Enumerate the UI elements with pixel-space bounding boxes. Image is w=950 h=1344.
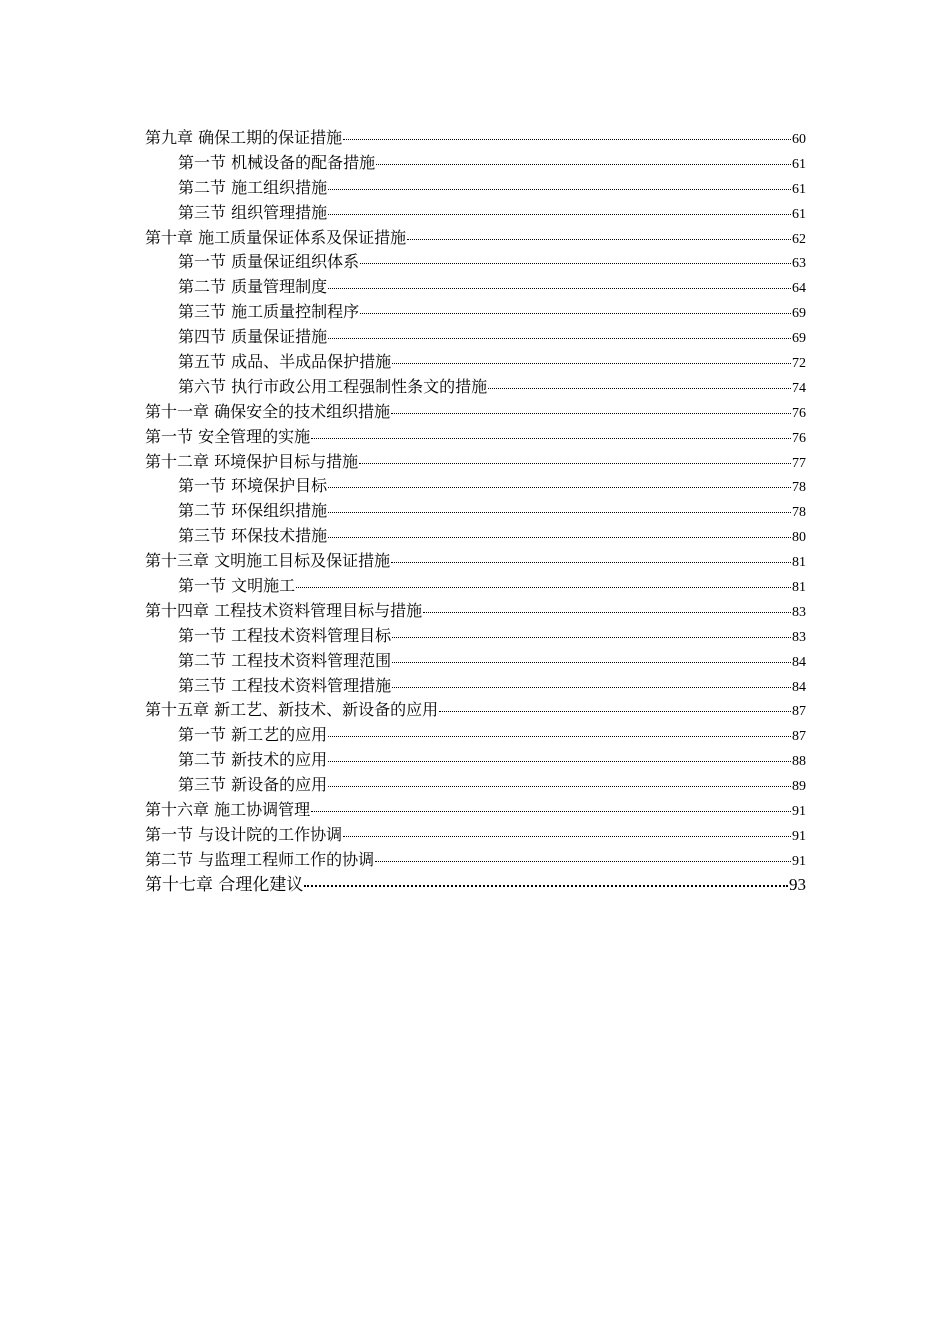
toc-entry-page-number: 76 xyxy=(792,405,806,421)
toc-dot-leader xyxy=(328,287,791,289)
toc-entry-title: 第十章 施工质量保证体系及保证措施 xyxy=(145,227,407,247)
toc-entry[interactable] xyxy=(145,624,806,649)
toc-entry[interactable] xyxy=(145,151,806,176)
toc-dot-leader xyxy=(392,362,791,364)
toc-entry-title: 第一节 文明施工 xyxy=(178,576,296,596)
toc-dot-leader xyxy=(359,462,791,464)
toc-dot-leader xyxy=(423,611,791,613)
toc-entry-title: 第二节 质量管理制度 xyxy=(178,277,328,297)
toc-entry-title: 第十五章 新工艺、新技术、新设备的应用 xyxy=(145,700,439,720)
toc-entry-page-number: 69 xyxy=(792,306,806,322)
toc-entry-title: 第一节 环境保护目标 xyxy=(178,476,328,496)
toc-entry-page-number: 61 xyxy=(792,206,806,222)
toc-entry-page-number: 93 xyxy=(789,874,806,894)
toc-entry[interactable] xyxy=(145,574,806,599)
toc-entry[interactable] xyxy=(145,400,806,425)
toc-dot-leader xyxy=(488,387,791,389)
toc-dot-leader xyxy=(376,163,791,165)
toc-dot-leader xyxy=(328,337,791,339)
toc-entry-title: 第十七章 合理化建议 xyxy=(145,874,304,895)
toc-entry-title: 第十四章 工程技术资料管理目标与措施 xyxy=(145,600,423,620)
toc-entry-title: 第五节 成品、半成品保护措施 xyxy=(178,352,392,372)
toc-entry-page-number: 78 xyxy=(792,480,806,496)
toc-entry-page-number: 84 xyxy=(792,679,806,695)
toc-dot-leader xyxy=(311,437,791,439)
toc-dot-leader xyxy=(328,735,791,737)
toc-entry-page-number: 74 xyxy=(792,380,806,396)
toc-entry[interactable] xyxy=(145,524,806,549)
toc-entry-page-number: 83 xyxy=(792,629,806,645)
toc-entry[interactable] xyxy=(145,176,806,201)
toc-entry[interactable] xyxy=(145,450,806,475)
toc-dot-leader xyxy=(328,213,791,215)
toc-dot-leader xyxy=(311,810,791,812)
toc-entry-title: 第十六章 施工协调管理 xyxy=(145,800,311,820)
toc-dot-leader xyxy=(343,138,791,140)
toc-entry[interactable] xyxy=(145,325,806,350)
toc-dot-leader xyxy=(328,760,791,762)
toc-entry-page-number: 76 xyxy=(792,430,806,446)
toc-entry-page-number: 62 xyxy=(792,231,806,247)
toc-entry-page-number: 61 xyxy=(792,156,806,172)
toc-entry-page-number: 80 xyxy=(792,530,806,546)
toc-entry[interactable] xyxy=(145,748,806,773)
toc-entry[interactable] xyxy=(145,201,806,226)
toc-entry-page-number: 69 xyxy=(792,331,806,347)
toc-dot-leader xyxy=(360,312,791,314)
toc-entry-title: 第一节 质量保证组织体系 xyxy=(178,252,360,272)
toc-entry[interactable] xyxy=(145,250,806,275)
toc-entry-title: 第九章 确保工期的保证措施 xyxy=(145,128,343,147)
toc-entry[interactable] xyxy=(145,126,806,151)
toc-dot-leader xyxy=(391,412,791,414)
toc-entry[interactable] xyxy=(145,375,806,400)
toc-entry-page-number: 63 xyxy=(792,256,806,272)
toc-entry-title: 第十二章 环境保护目标与措施 xyxy=(145,451,359,471)
toc-entry-page-number: 77 xyxy=(792,455,806,471)
toc-dot-leader xyxy=(391,561,791,563)
toc-entry-title: 第一节 安全管理的实施 xyxy=(145,426,311,446)
toc-entry-page-number: 72 xyxy=(792,356,806,372)
toc-entry[interactable] xyxy=(145,499,806,524)
toc-dot-leader xyxy=(304,884,788,887)
toc-entry-page-number: 89 xyxy=(792,779,806,795)
toc-entry-page-number: 87 xyxy=(792,704,806,720)
toc-entry[interactable] xyxy=(145,723,806,748)
toc-entry-page-number: 88 xyxy=(792,754,806,770)
toc-entry-title: 第三节 组织管理措施 xyxy=(178,202,328,222)
toc-entry-page-number: 91 xyxy=(792,828,806,844)
toc-entry-title: 第二节 施工组织措施 xyxy=(178,177,328,197)
toc-entry-title: 第二节 新技术的应用 xyxy=(178,750,328,770)
toc-dot-leader xyxy=(392,636,791,638)
toc-entry[interactable] xyxy=(145,823,806,848)
toc-entry-title: 第十一章 确保安全的技术组织措施 xyxy=(145,401,391,421)
toc-entry-page-number: 64 xyxy=(792,281,806,297)
toc-entry-page-number: 84 xyxy=(792,654,806,670)
toc-entry-title: 第四节 质量保证措施 xyxy=(178,327,328,347)
toc-dot-leader xyxy=(328,486,791,488)
toc-entry-page-number: 91 xyxy=(792,853,806,869)
toc-entry-page-number: 78 xyxy=(792,505,806,521)
toc-dot-leader xyxy=(328,785,791,787)
toc-entry[interactable] xyxy=(145,773,806,798)
toc-dot-leader xyxy=(392,686,791,688)
toc-entry[interactable] xyxy=(145,698,806,723)
toc-dot-leader xyxy=(439,710,791,712)
toc-entry-title: 第一节 机械设备的配备措施 xyxy=(178,152,376,172)
toc-entry-title: 第一节 与设计院的工作协调 xyxy=(145,824,343,844)
toc-entry-title: 第十三章 文明施工目标及保证措施 xyxy=(145,551,391,571)
toc-dot-leader xyxy=(343,835,791,837)
toc-entry[interactable] xyxy=(145,474,806,499)
toc-entry[interactable] xyxy=(145,350,806,375)
toc-entry-page-number: 91 xyxy=(792,804,806,820)
toc-entry-page-number: 87 xyxy=(792,729,806,745)
toc-entry[interactable] xyxy=(145,425,806,450)
toc-entry[interactable] xyxy=(145,798,806,823)
toc-entry-title: 第二节 环保组织措施 xyxy=(178,501,328,521)
toc-entry-page-number: 83 xyxy=(792,604,806,620)
toc-dot-leader xyxy=(392,661,791,663)
toc-entry-title: 第二节 与监理工程师工作的协调 xyxy=(145,849,375,869)
table-of-contents xyxy=(145,126,806,898)
toc-entry-title: 第三节 环保技术措施 xyxy=(178,526,328,546)
toc-entry-page-number: 81 xyxy=(792,555,806,571)
toc-entry[interactable] xyxy=(145,300,806,325)
toc-entry-title: 第三节 施工质量控制程序 xyxy=(178,302,360,322)
toc-entry[interactable] xyxy=(145,599,806,624)
toc-entry-title: 第三节 新设备的应用 xyxy=(178,775,328,795)
toc-dot-leader xyxy=(328,511,791,513)
toc-entry-title: 第三节 工程技术资料管理措施 xyxy=(178,675,392,695)
toc-entry[interactable] xyxy=(145,873,806,898)
toc-dot-leader xyxy=(375,860,791,862)
toc-entry-page-number: 60 xyxy=(792,132,806,147)
toc-dot-leader xyxy=(328,536,791,538)
toc-entry[interactable] xyxy=(145,226,806,251)
toc-entry-page-number: 81 xyxy=(792,580,806,596)
toc-entry[interactable] xyxy=(145,848,806,873)
toc-entry-title: 第六节 执行市政公用工程强制性条文的措施 xyxy=(178,376,488,396)
toc-entry-title: 第一节 工程技术资料管理目标 xyxy=(178,625,392,645)
toc-dot-leader xyxy=(296,586,791,588)
toc-entry-page-number: 61 xyxy=(792,181,806,197)
toc-entry[interactable] xyxy=(145,674,806,699)
toc-entry[interactable] xyxy=(145,275,806,300)
toc-entry-title: 第一节 新工艺的应用 xyxy=(178,725,328,745)
toc-dot-leader xyxy=(328,188,791,190)
toc-dot-leader xyxy=(360,262,791,264)
toc-dot-leader xyxy=(407,238,791,240)
toc-entry[interactable] xyxy=(145,549,806,574)
toc-entry[interactable] xyxy=(145,649,806,674)
toc-entry-title: 第二节 工程技术资料管理范围 xyxy=(178,650,392,670)
